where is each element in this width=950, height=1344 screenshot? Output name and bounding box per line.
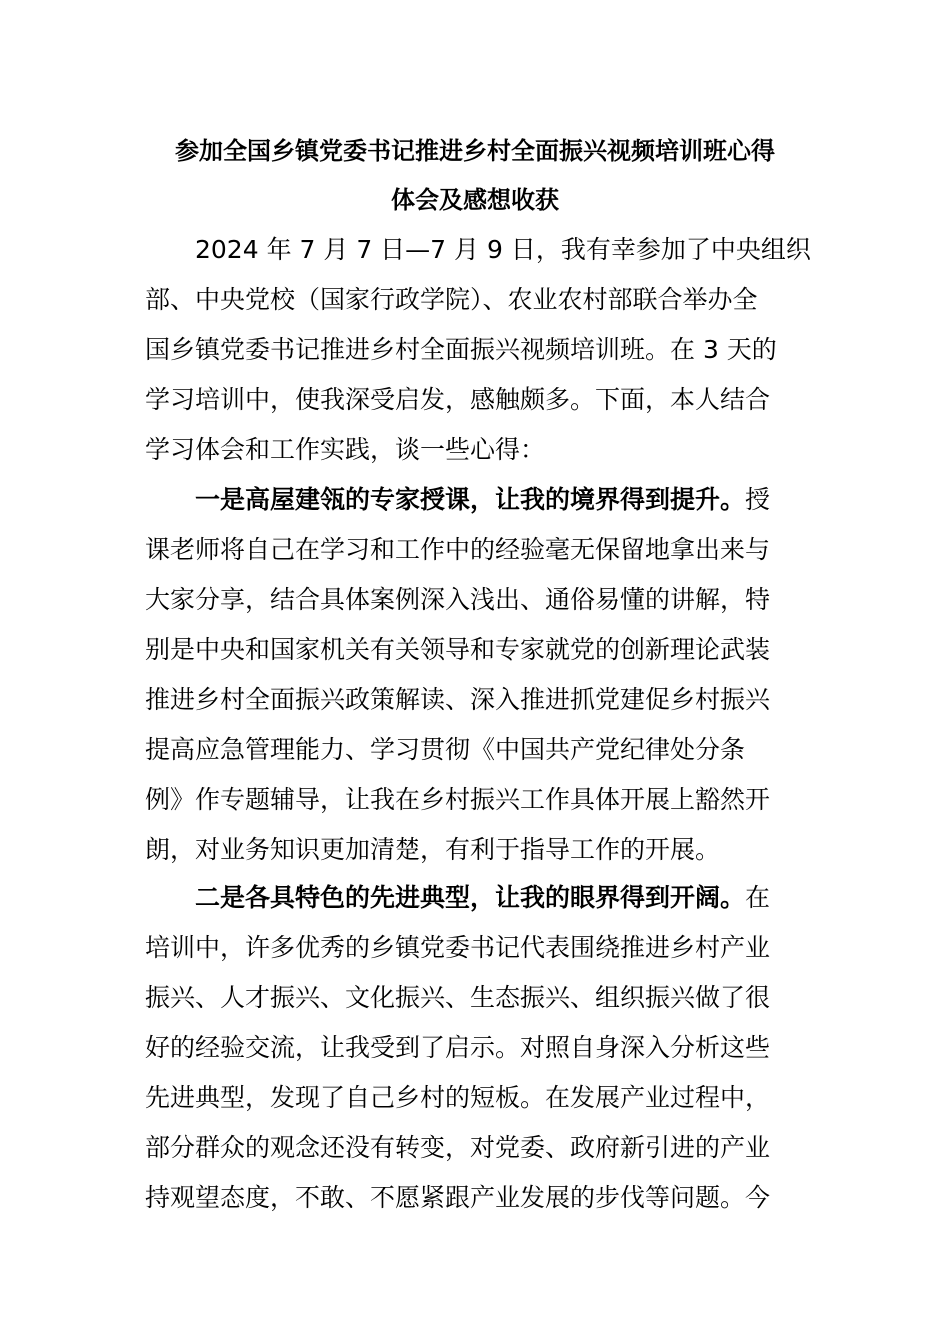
paragraph-1-line: 国乡镇党委书记推进乡村全面振兴视频培训班。在 3 天的 bbox=[145, 335, 777, 364]
paragraph-2-line: 提高应急管理能力、学习贯彻《中国共产党纪律处分条 bbox=[145, 735, 746, 764]
paragraph-3-line: 培训中，许多优秀的乡镇党委书记代表围绕推进乡村产业 bbox=[145, 933, 771, 962]
paragraph-1-line: 部、中央党校（国家行政学院）、农业农村部联合举办全 bbox=[145, 285, 758, 314]
paragraph-3-line: 振兴、人才振兴、文化振兴、生态振兴、组织振兴做了很 bbox=[145, 983, 771, 1012]
paragraph-3-line: 部分群众的观念还没有转变，对党委、政府新引进的产业 bbox=[145, 1133, 771, 1162]
document-title-line-2: 体会及感想收获 bbox=[391, 186, 559, 214]
paragraph-3-line: 持观望态度，不敢、不愿紧跟产业发展的步伐等问题。今 bbox=[145, 1183, 771, 1212]
paragraph-2-first-line bbox=[195, 484, 770, 516]
paragraph-2-line: 别是中央和国家机关有关领导和专家就党的创新理论武装 bbox=[145, 635, 771, 664]
paragraph-2-heading: 一是高屋建瓴的专家授课，让我的境界得到提升。 bbox=[195, 485, 746, 514]
paragraph-3-line: 好的经验交流，让我受到了启示。对照自身深入分析这些 bbox=[145, 1033, 771, 1062]
paragraph-2-line: 推进乡村全面振兴政策解读、深入推进抓党建促乡村振兴 bbox=[145, 685, 771, 714]
paragraph-2-line: 大家分享，结合具体案例深入浅出、通俗易懂的讲解，特 bbox=[145, 585, 771, 614]
paragraph-3-first-text: 在 bbox=[745, 883, 771, 912]
paragraph-2-line: 课老师将自己在学习和工作中的经验毫无保留地拿出来与 bbox=[145, 535, 771, 564]
paragraph-3-line: 先进典型，发现了自己乡村的短板。在发展产业过程中， bbox=[145, 1083, 771, 1112]
document-title-line-1: 参加全国乡镇党委书记推进乡村全面振兴视频培训班心得 bbox=[175, 137, 775, 165]
paragraph-1-line: 2024 年 7 月 7 日—7 月 9 日，我有幸参加了中央组织 bbox=[195, 235, 811, 264]
paragraph-3-heading: 二是各具特色的先进典型，让我的眼界得到开阔。 bbox=[195, 883, 746, 912]
paragraph-2-first-text: 授 bbox=[745, 485, 771, 514]
paragraph-1-line: 学习培训中，使我深受启发，感触颇多。下面，本人结合 bbox=[145, 385, 771, 414]
paragraph-2-line: 例》作专题辅导，让我在乡村振兴工作具体开展上豁然开 bbox=[145, 785, 771, 814]
paragraph-2-line: 朗，对业务知识更加清楚，有利于指导工作的开展。 bbox=[145, 835, 721, 864]
paragraph-1-line: 学习体会和工作实践，谈一些心得： bbox=[145, 435, 546, 464]
paragraph-3-first-line bbox=[195, 882, 770, 914]
